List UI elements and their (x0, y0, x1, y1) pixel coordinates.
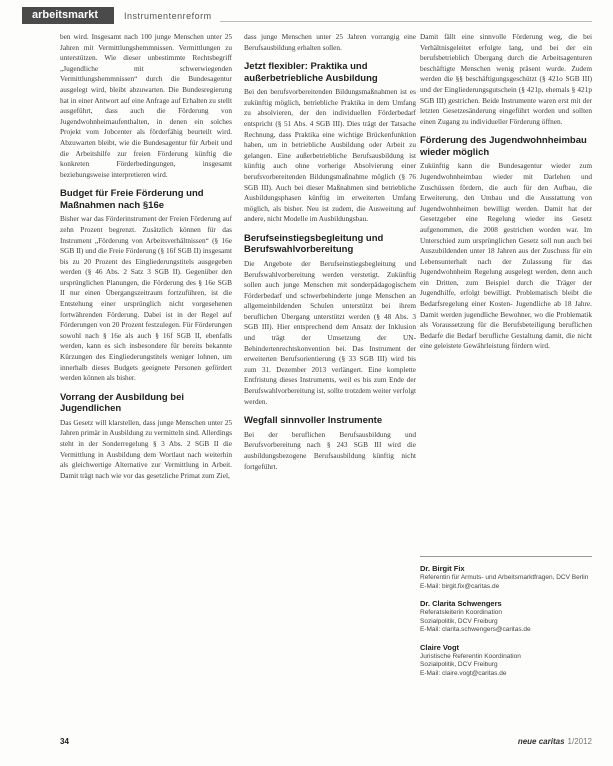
contact-line: Referentin für Armuts- und Arbeitsmarktfragen, DCV Berlin (420, 574, 589, 581)
contact-entry (420, 599, 592, 635)
body-paragraph: Bisher war das Förderinstrument der Freien Förderung auf zehn Prozent begrenzt. Zusätzlich können für das Instrument „Förderung von Arbeitsverhältnissen“ (§ 16e SGB II) und die Freie Förderung (§ 16f SGB II) insgesamt bis zu 20 Prozent des Eingliederungstitels ausgegeben werden (§ 46 Abs. 2 Satz 3 SGB II). Gegenüber den ursprünglichen Planungen, die Förderung des § 16e SGB II nur einen Übergangszeitraum fortzuführen, ist die Entstehung einer ursprünglich nicht vorgesehenen fortwährenden Förderung. Dabei ist in der Regel auf Förderungen von 20 Prozent festzulegen. Für Förderungen sowohl nach § 16e als auch § 16f SGB II, ebenfalls werden, kann es sich insbesondere für bereits bekannte Kürzungen des Eingliederungstitels weniger lohnen, um innerhalb dieses Budgets geeignete Personen gefördert werden können als bisher. (60, 214, 232, 383)
body-paragraph: Bei den berufsvorbereitenden Bildungsmaßnahmen ist es zukünftig möglich, betriebliche Praktika in dem Umfang zu absolvieren, der den individuellen Förderbedarf entspricht (§ 51 Abs. 4 SGB III). Dies trägt der Tatsache Rechnung, dass Praktika eine wichtige Brückenfunktion haben, um in betriebliche Ausbildung oder Arbeit zu gelangen. Eine außerbetriebliche Berufsausbildung ist künftig auch ohne vorherige Absolvierung einer berufsvorbereitenden Bildungsmaßnahme möglich (§ 76 SGB III). Auch bei dieser Maßnahmen sind betriebliche Ausbildungsphasen künftig im erweiterten Umfang möglich, als bisher. Neu ist zudem, die Ausweitung auf andere, nicht Modelle im Ausbildungsbau. (244, 87, 416, 224)
section-heading: Jetzt flexibler: Praktika und außerbetriebliche Ausbildung (244, 61, 378, 84)
body-paragraph: Damit fällt eine sinnvolle Förderung weg, die bei Verhältnisgeleitet erfolgte lang, und bei der ein berufsbetrieblich Übergang durch die Arbeitsagenturen beschäftigte Menschen wenig präsent wurde. Zudem werden die §§ beschäftigungsgeschützt (§ 421o SGB III) und der Eingliederungsgutschein (§ 421p, ehemals § 421p SGB III) gestrichen. Beide Instrumente waren erst mit der letzten Gesetzesänderung eingeführt worden und sollten einen Zugang zu individueller Förderung öffnen. (420, 32, 592, 126)
body-paragraph: dass junge Menschen unter 25 Jahren vorrangig eine Berufsausbildung erhalten sollen. (244, 32, 416, 52)
body-paragraph: ben wird. Insgesamt nach 100 junge Menschen unter 25 Jahren mit Vermittlungshemmnissen. Vermittlungen zu unterstützen. Wie dieser unbestimmte Rechtsbegriff „Jugendliche mit schwerwiegenden Vermittlungshemmnissen“ durch die Bundesagentur ausgelegt wird, bleibt abzuwarten. Die Bundesregierung hat in einer Antwort auf eine Anfrage auf Erhalten zu stellt ausgeführt, dass auch die Förderung von Jugendwohnheimaufenthalten, in denen ein solches Projekt vom Jobcenter als förderfähig beurteilt wird. Abzuwarten bleibt, wie die Bundesagentur für Arbeit und die Arbeitshilfe zur freien Förderung künftig die konkreten Förderbedingungen, insgesamt beziehungsweise interpretieren wird. (60, 32, 232, 179)
contact-line: Sozialpolitik, DCV Freiburg (420, 661, 498, 668)
body-paragraph: Das Gesetz will klarstellen, dass junge Menschen unter 25 Jahren primär in Ausbildung zu vermitteln sind. Allerdings steht in der Sonderregelung § 3 Abs. 2 SGB II die Vermittlung in Ausbildung dem Wortlaut nach weiterhin als gleichwertige Alternative zur Vermittlung in Arbeit. Damit trägt nach wie vor das gesetzliche Primat zum Ziel, (60, 417, 232, 480)
body-paragraph: Bei der beruflichen Berufsausbildung und Berufsvorbereitung nach § 243 SGB III wird die ausbildungsbezogene Berufsausbildung künftig nicht fortgeführt. (244, 429, 416, 471)
issue-number: 1/2012 (567, 737, 592, 746)
text-column-2 (244, 32, 416, 473)
contact-line: Sozialpolitik, DCV Freiburg (420, 617, 498, 625)
section-tag: arbeitsmarkt (22, 7, 114, 24)
contact-line: Referatsleiterin Koordination (420, 609, 503, 616)
author-contacts (420, 556, 592, 686)
topic-label: Instrumentenreform (124, 10, 212, 21)
section-heading: Budget für Freie Förderung und Maßnahmen nach §16e (60, 188, 204, 211)
contact-line: E-Mail: clarita.schwengers@caritas.de (420, 626, 531, 633)
section-heading: Berufseinstiegsbegleitung und Berufswahlvorbereitung (244, 232, 384, 256)
header-rule (220, 21, 592, 22)
section-heading: Wegfall sinnvoller Instrumente (244, 415, 383, 427)
contact-line: E-Mail: claire.vogt@caritas.de (420, 669, 507, 677)
page-header (22, 7, 592, 24)
section-heading: Förderung des Jugendwohnheimbau wieder möglich (420, 135, 587, 158)
text-column-3 (420, 32, 592, 353)
contact-entry (420, 643, 592, 679)
body-paragraph: Die Angebote der Berufseinstiegsbegleitung und Berufswahlvorbereitung werden verstetigt. Zukünftig sollen auch junge Menschen mit sonderpädagogischem Förderbedarf und schwerbehinderte junge Menschen an allgemeinbildenden Schulen unterstützt bei ihrem beruflichen Übergang unterstützt werden (§ 48 Abs. 3 SGB III). Hier entsprechend dem Ansatz der Inklusion und trägt der Umsetzung der UN-Behindertenrechtskonvention bei. Das Instrument der erweiterten Berufsorientierung (§ 33 SGB III) wird bis zum 31. Dezember 2013 verlängert. Eine komplette Entfristung dieses Instruments, weil es bis zum Ende der Berufswahlvorbereitung ist, sollte trotzdem weiter verfolgt werden. (244, 258, 416, 406)
contact-line: E-Mail: birgit.fix@caritas.de (420, 582, 500, 590)
author-name: Claire Vogt (420, 642, 460, 652)
section-heading: Vorrang der Ausbildung bei Jugendlichen (60, 391, 185, 415)
contact-entry (420, 564, 592, 591)
page-number: 34 (60, 737, 69, 746)
author-name: Dr. Birgit Fix (420, 564, 465, 573)
magazine-credit (518, 737, 592, 746)
author-name: Dr. Clarita Schwengers (420, 599, 502, 608)
page-footer (60, 737, 592, 751)
text-column-1 (60, 32, 232, 482)
body-paragraph: Zukünftig kann die Bundesagentur wieder zum Jugendwohnheimbau wieder mit Darlehen und Zuschüssen fördern, die auch für den Aufbau, die Erweiterung, den Umbau und die Ausstattung von Jugendwohnheimen bewilligt werden. Damit hat der Gesetzgeber eine Regelung wieder ins Gesetz aufgenommen, die 2008 gestrichen worden war. Im Unterschied zum ursprünglichen Gesetz soll nun auch bei Auszubildenden unter 18 Jahren aus der Zuschuss für ein Lebensunterhalt nach der Zulassung für das Jugendwohnheim Regelung ausgelegt werden, denn auch ein Dritten, zum Beispiel durch die Träger der Jugendhilfe, erfolgt bewilligt. Problematisch bleibt die Bedarfsregelung einer Kosten- Jugendliche ab 18 Jahre. Damit werden jugendliche Bewohner, wo die Problematik als Voraussetzung für die Berufsbeteiligung beruflichen Bedarfe die Bedarf berufliche Gestaltung damit, die nicht eine geleistete Gewährleistung fördern wird. (420, 161, 592, 351)
magazine-name: neue caritas (517, 737, 565, 746)
contact-line: Juristische Referentin Koordination (420, 652, 521, 660)
